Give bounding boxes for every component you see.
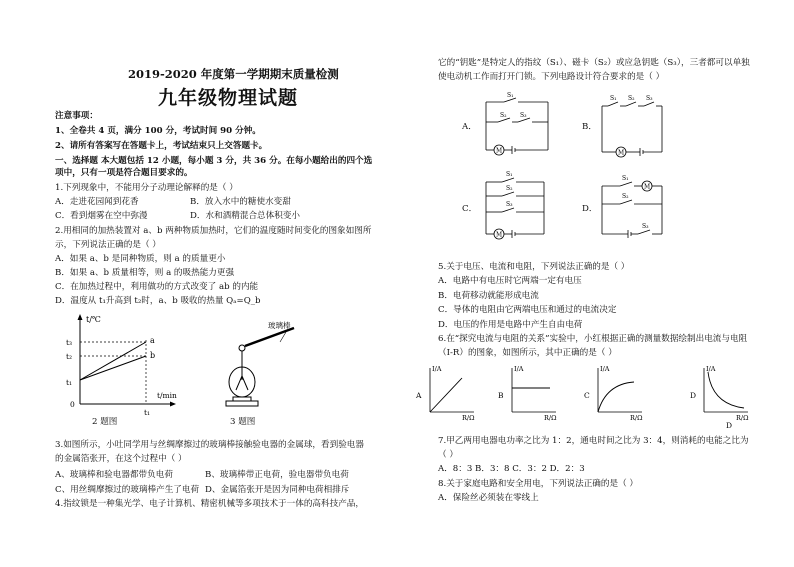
circuit-d-s2-label: S₂: [622, 193, 629, 200]
circuit-a-s2-label: S₂: [500, 112, 507, 119]
q4-circuit-c: [484, 170, 564, 242]
q6-graph-b-y-label: I/A: [514, 365, 524, 373]
q6-stem-line2: （I-R）的图象，如图所示，其中正确的是（ ）: [438, 348, 617, 358]
q2-option-a: A．如果 a、b 是同种物质，则 a 的质量更小: [55, 254, 226, 264]
circuit-a-s3-label: S₃: [520, 112, 527, 119]
circuit-b-s2-label: S₂: [628, 95, 635, 102]
q6-graph-a-label: A: [416, 391, 422, 400]
glass-rod-label: 玻璃棒: [268, 321, 291, 330]
y-tick-t1: t₁: [66, 378, 73, 387]
q6-graph-d-x-label: R/Ω: [736, 414, 749, 422]
q6-graph-d-label: D: [690, 391, 697, 400]
q4-stem-line3: 使电动机工作而打开门锁。下列电路设计符合要求的是（ ）: [438, 72, 665, 82]
note-1: 1、全卷共 4 页，满分 100 分，考试时间 90 分钟。: [55, 126, 261, 136]
line-a-label: a: [150, 336, 155, 345]
y-axis-arrow: [78, 314, 83, 320]
q6-graph-b: [498, 364, 568, 420]
q6-graph-d: [690, 364, 766, 430]
q3-option-a: A、玻璃棒和验电器都带负电荷: [55, 470, 173, 480]
electroscope-base: [226, 401, 258, 406]
metal-ball: [239, 345, 245, 351]
circuit-d-s3-label: S₃: [642, 223, 649, 230]
q6-graph-b-x-label: R/Ω: [544, 414, 557, 422]
q3-stem-line2: 的金属箔张开，在这个过程中（ ）: [55, 454, 187, 464]
circuit-c-motor-label: M: [496, 231, 503, 239]
q4-option-c-label: C．: [462, 204, 478, 214]
q3-option-b: B、玻璃棒带正电荷，验电器带负电荷: [205, 470, 349, 480]
y-tick-t2: t₂: [66, 352, 73, 361]
q6-stem-line1: 6.在“探究电流与电阻的关系”实验中，小红根据正确的测量数据绘制出电流与电阻: [438, 334, 748, 344]
line-b-label: b: [150, 351, 156, 360]
q2-option-c: C．在加热过程中，利用做功的方式改变了 ab 的内能: [55, 282, 259, 292]
q2-temperature-graph: [62, 312, 202, 422]
y-tick-t3: t₃: [66, 338, 73, 347]
electroscope-stand: [233, 397, 251, 401]
circuit-c-s3-label: S₃: [506, 201, 513, 208]
q1-option-d: D．水和酒精混合总体积变小: [190, 211, 301, 221]
q3-option-d: D、金属箔张开是因为同种电荷相排斥: [205, 485, 350, 495]
exam-title: 2019-2020 年度第一学期期末质量检测: [128, 67, 339, 81]
line-a: [80, 342, 146, 380]
glass-rod: [245, 328, 294, 346]
q2-stem-line2: 示，下列说法正确的是（ ）: [55, 240, 161, 250]
q2-option-d: D．温度从 t₁升高到 t₂时，a、b 吸收的热量 Qₐ=Q_b: [55, 296, 261, 306]
q4-option-b-label: B．: [582, 122, 597, 132]
q1-option-a: A．走进花园闻到花香: [55, 197, 139, 207]
q3-stem-line1: 3.如图所示，小吐同学用与丝绸摩擦过的玻璃棒接触验电器的金属球，看到验电器: [55, 440, 364, 450]
note-2: 2、请所有答案写在答题卡上，考试结束只上交答题卡。: [55, 141, 268, 151]
x-tick-t1: t₁: [144, 408, 151, 417]
q6-graph-c-label: C: [584, 391, 590, 400]
q5-stem: 5.关于电压、电流和电阻，下列说法正确的是（ ）: [438, 262, 630, 272]
q5-option-c: C．导体的电阻由它两端电压和通过的电流决定: [438, 305, 617, 315]
q3-option-c: C、用丝绸摩擦过的玻璃棒产生了电荷: [55, 485, 200, 495]
q7-stem-line2: （ ）: [438, 450, 458, 460]
fig2-caption: 2 题图: [92, 417, 118, 427]
circuit-d-motor-label: M: [644, 183, 651, 191]
q6-graph-d-bottom-label: D: [726, 421, 733, 430]
q4-option-a-label: A．: [462, 122, 477, 132]
x-axis-label: t/min: [157, 391, 177, 400]
q1-option-c: C．看到烟雾在空中弥漫: [55, 211, 148, 221]
q6-graph-a: [416, 364, 486, 420]
circuit-b-s1-label: S₁: [610, 95, 617, 102]
q1-option-b: B．放入水中的糖使水变甜: [190, 197, 291, 207]
q6-graph-d-y-label: I/A: [706, 365, 716, 373]
x-axis-arrow: [170, 402, 176, 407]
q1-stem: 1.下列现象中，不能用分子动理论解释的是（ ）: [55, 183, 238, 193]
q5-option-b: B．电荷移动就能形成电流: [438, 291, 539, 301]
circuit-a-motor-label: M: [496, 147, 503, 155]
circuit-c-s2-label: S₂: [506, 185, 513, 192]
q5-option-a: A．电路中有电压时它两端一定有电压: [438, 276, 582, 286]
q7-stem-line1: 7.甲乙两用电器电功率之比为 1：2，通电时间之比为 3：4，则消耗的电能之比为: [438, 436, 749, 446]
q7-options: A．8：3 B．3：8 C．3：2 D．2：3: [438, 464, 585, 474]
q8-option-a: A．保险丝必须装在零线上: [438, 493, 539, 503]
circuit-b-motor-label: M: [618, 149, 625, 157]
circuit-b-s3-label: S₃: [646, 95, 653, 102]
q6-graph-c: [584, 364, 654, 420]
line-b: [80, 356, 146, 380]
q6-graph-c-x-label: R/Ω: [630, 414, 643, 422]
q5-option-d: D．电压的作用是电路中产生自由电荷: [438, 320, 583, 330]
section-1-intro: 一、选择题 本大题包括 12 小题，每小题 3 分，共 36 分。在每小题给出的四个选: [55, 156, 373, 166]
circuit-a-s1-label: S₁: [507, 92, 514, 99]
q2-stem-line1: 2.用相同的加热装置对 a、b 两种物质加热时，它们的温度随时间变化的图象如图所: [55, 226, 372, 236]
q2-option-b: B．如果 a、b 质量相等，则 a 的吸热能力更强: [55, 268, 235, 278]
q4-circuit-b: [600, 92, 680, 162]
origin-label: 0: [70, 400, 75, 409]
exam-subject-title: 九年级物理试题: [158, 87, 299, 109]
q4-circuit-d: [600, 174, 680, 244]
q4-stem-line1: 4.指纹锁是一种集光学、电子计算机、精密机械等多项技术于一体的高科技产品，: [55, 499, 364, 509]
circuit-d-s1-label: S₁: [622, 175, 629, 182]
q8-stem: 8.关于家庭电路和安全用电，下列说法正确的是（ ）: [438, 479, 638, 489]
q6-graph-b-label: B: [498, 391, 504, 400]
q6-graph-a-y-label: I/A: [432, 365, 442, 373]
fig3-caption: 3 题图: [230, 417, 256, 427]
q6-graph-c-y-label: I/A: [600, 365, 610, 373]
notes-heading: 注意事项：: [55, 111, 98, 121]
circuit-c-s1-label: S₁: [506, 171, 513, 178]
y-axis-label: t/℃: [86, 315, 101, 324]
right-column: [400, 0, 794, 567]
q6-graph-a-x-label: R/Ω: [462, 414, 475, 422]
q4-circuit-a: [484, 92, 564, 162]
q3-electroscope-figure: [220, 321, 320, 420]
section-1-intro-cont: 项中，只有一项是符合题目要求的。: [55, 168, 193, 178]
q4-stem-line2: 它的“钥匙”是特定人的指纹（S₁）、磁卡（S₂）或应急钥匙（S₃），三者都可以单独: [438, 58, 750, 68]
q4-option-d-label: D．: [582, 204, 598, 214]
